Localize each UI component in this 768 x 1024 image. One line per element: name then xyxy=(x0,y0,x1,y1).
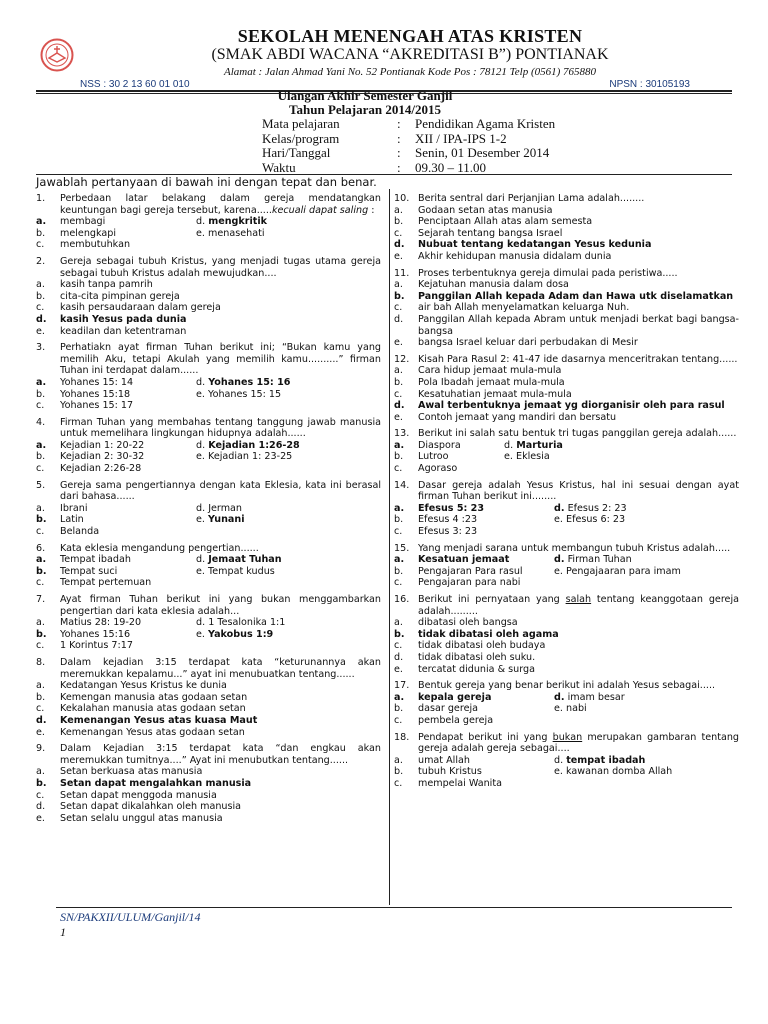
npsn-number: NPSN : 30105193 xyxy=(609,79,690,90)
instruction: Jawablah pertanyaan di bawah ini dengan tepat dan benar. xyxy=(36,175,377,189)
exam-title: Ulangan Akhir Semester Ganjil Tahun Pelajaran 2014/2015 xyxy=(277,88,453,117)
questions-right-column xyxy=(394,193,739,795)
question-2: 2. Gereja sebagai tubuh Kristus, yang menjadi tugas utama gereja sebagai tubuh Kristus adalah mewujudkan.... a. kasih tanpa pamrih b. cita-cita pimpinan gereja c. kasih persaudaraan dalam gereja d. kasih Yesus pada dunia e. keadilan dan ketentraman xyxy=(36,255,381,337)
column-divider xyxy=(389,189,390,905)
question-4: 4. Firman Tuhan yang membahas tentang tanggung jawab manusia untuk memelihara lingkungan hidupnya adalah...... a. Kejadian 1: 20-22 d. Kejadian 1:26-28 b. Kejadian 2: 30-32 e. Kejadian 1: 23-25 c. Kejadian 2:26-28 xyxy=(36,416,381,475)
question-8: 8. Dalam kejadian 3:15 terdapat kata “keturunannya akan meremukkan kepalamu...” ayat ini menubuatkan tentang...... a. Kedatangan Yesus Kristus ke dunia b. Kemengan manusia atas godaan setan c. Kekalahan manusia atas godaan setan d. Kemenangan Yesus atas kuasa Maut e. Kemenangan Yesus atas godaan setan xyxy=(36,656,381,738)
question-6: 6. Kata eklesia mengandung pengertian...... a. Tempat ibadah d. Jemaat Tuhan b. Tempat suci e. Tempat kudus c. Tempat pertemuan xyxy=(36,542,282,589)
question-18: 18. Pendapat berikut ini yang bukan merupakan gambaran tentang gereja adalah gereja sebagai.... a. umat Allah d. tempat ibadah b. tubuh Kristus e. kawanan domba Allah c. mempelai Wanita xyxy=(394,731,739,789)
question-14: 14. Dasar gereja adalah Yesus Kristus, hal ini sesuai dengan ayat firman Tuhan berikut ini........ a. Efesus 5: 23 d. Efesus 2: 23 b. Efesus 4 :23 e. Efesus 6: 23 c. Efesus 3: 23 xyxy=(394,479,739,538)
footer-rule xyxy=(56,907,732,908)
exam-meta: Mata pelajaran : Pendidikan Agama Kristen Kelas/program : XII / IPA-IPS 1-2 Hari/Tanggal : Senin, 01 Desember 2014 Waktu : 09.30 – 11.00 xyxy=(262,116,556,175)
school-subtitle: (SMAK ABDI WACANA “AKREDITASI B”) PONTIANAK xyxy=(211,46,609,63)
question-12: 12. Kisah Para Rasul 2: 41-47 ide dasarnya menceritrakan tentang...... a. Cara hidup jemaat mula-mula b. Pola Ibadah jemaat mula-mula c. Kesatuhatian jemaat mula-mula d. Awal terbentuknya jemaat yg diorganisir oleh para rasul e. Contoh jemaat yang mandiri dan bersatu xyxy=(394,353,738,423)
page-number: 1 xyxy=(60,925,66,939)
school-logo-icon xyxy=(40,38,74,72)
footer-code: SN/PAKXII/ULUM/Ganjil/14 xyxy=(60,910,201,924)
question-9: 9. Dalam Kejadian 3:15 terdapat kata “dan engkau akan meremukkan tumitnya....” Ayat ini menubutkan tentang...... a. Setan berkuasa atas manusia b. Setan dapat mengalahkan manusia c. Setan dapat menggoda manusia d. Setan dapat dikalahkan oleh manusia e. Setan selalu unggul atas manusia xyxy=(36,743,381,824)
questions-left-column xyxy=(36,193,381,829)
question-3: 3. Perhatiakn ayat firman Tuhan berikut ini; “Bukan kamu yang memilih Aku, tetapi Akulah yang memilih kamu..........” firman Tuhan ini terdapat dalam...... a. Yohanes 15: 14 d. Yohanes 15: 16 b. Yohanes 15:18 e. Yohanes 15: 15 c. Yohanes 15: 17 xyxy=(36,342,381,412)
question-1: 1. Perbedaan latar belakang dalam gereja mendatangkan keuntungan bagi gereja tersebut, karena.....kecuali dapat saling : a. membagi d. mengkritik b. melengkapi e. menasehati c. membutuhkan xyxy=(36,193,381,251)
question-15: 15. Yang menjadi sarana untuk membangun tubuh Kristus adalah..... a. Kesatuan jemaat d. Firman Tuhan b. Pengajaran Para rasul e. Pengajaaran para imam c. Pengajaran para nabi xyxy=(394,542,731,589)
school-address: Alamat : Jalan Ahmad Yani No. 52 Pontianak Kode Pos : 78121 Telp (0561) 765880 xyxy=(223,66,597,78)
question-11: 11. Proses terbentuknya gereja dimulai pada peristiwa..... a. Kejatuhan manusia dalam dosa b. Panggilan Allah kepada Adam dan Hawa utk diselamatkan c. air bah Allah menyelamatkan keluarga Nuh. d. Panggilan Allah kepada Abram untuk menjadi berkat bagi bangsa-bangsa e. bangsa Israel keluar dari perbudakan di Mesir xyxy=(394,267,739,349)
question-10: 10. Berita sentral dari Perjanjian Lama adalah........ a. Godaan setan atas manusia b. Penciptaan Allah atas alam semesta c. Sejarah tentang bangsa Israel d. Nubuat tentang kedatangan Yesus kedunia e. Akhir kehidupan manusia didalam dunia xyxy=(394,193,652,262)
question-5: 5. Gereja sama pengertiannya dengan kata Eklesia, kata ini berasal dari bahasa...... a. Ibrani d. Jerman b. Latin e. Yunani c. Belanda xyxy=(36,479,381,538)
school-name: SEKOLAH MENENGAH ATAS KRISTEN xyxy=(237,26,583,46)
question-17: 17. Bentuk gereja yang benar berikut ini adalah Yesus sebagai..... a. kepala gereja d. imam besar b. dasar gereja e. nabi c. pembela gereja xyxy=(394,680,716,726)
nss-number: NSS : 30 2 13 60 01 010 xyxy=(80,79,190,90)
question-7: 7. Ayat firman Tuhan berikut ini yang bukan menggambarkan pengertian dari kata eklesia adalah... a. Matius 28: 19-20 d. 1 Tesalonika 1:1 b. Yohanes 15:16 e. Yakobus 1:9 c. 1 Korintus 7:17 xyxy=(36,594,381,652)
question-16: 16. Berikut ini pernyataan yang salah tentang keanggotaan gereja adalah......... a. dibatasi oleh bangsa b. tidak dibatasi oleh agama c. tidak dibatasi oleh budaya d. tidak dibatasi oleh suku. e. tercatat didunia & surga xyxy=(394,594,739,675)
question-13: 13. Berikut ini salah satu bentuk tri tugas panggilan gereja adalah...... a. Diaspora d. Marturia b. Lutroo e. Eklesia c. Agoraso xyxy=(394,428,737,475)
